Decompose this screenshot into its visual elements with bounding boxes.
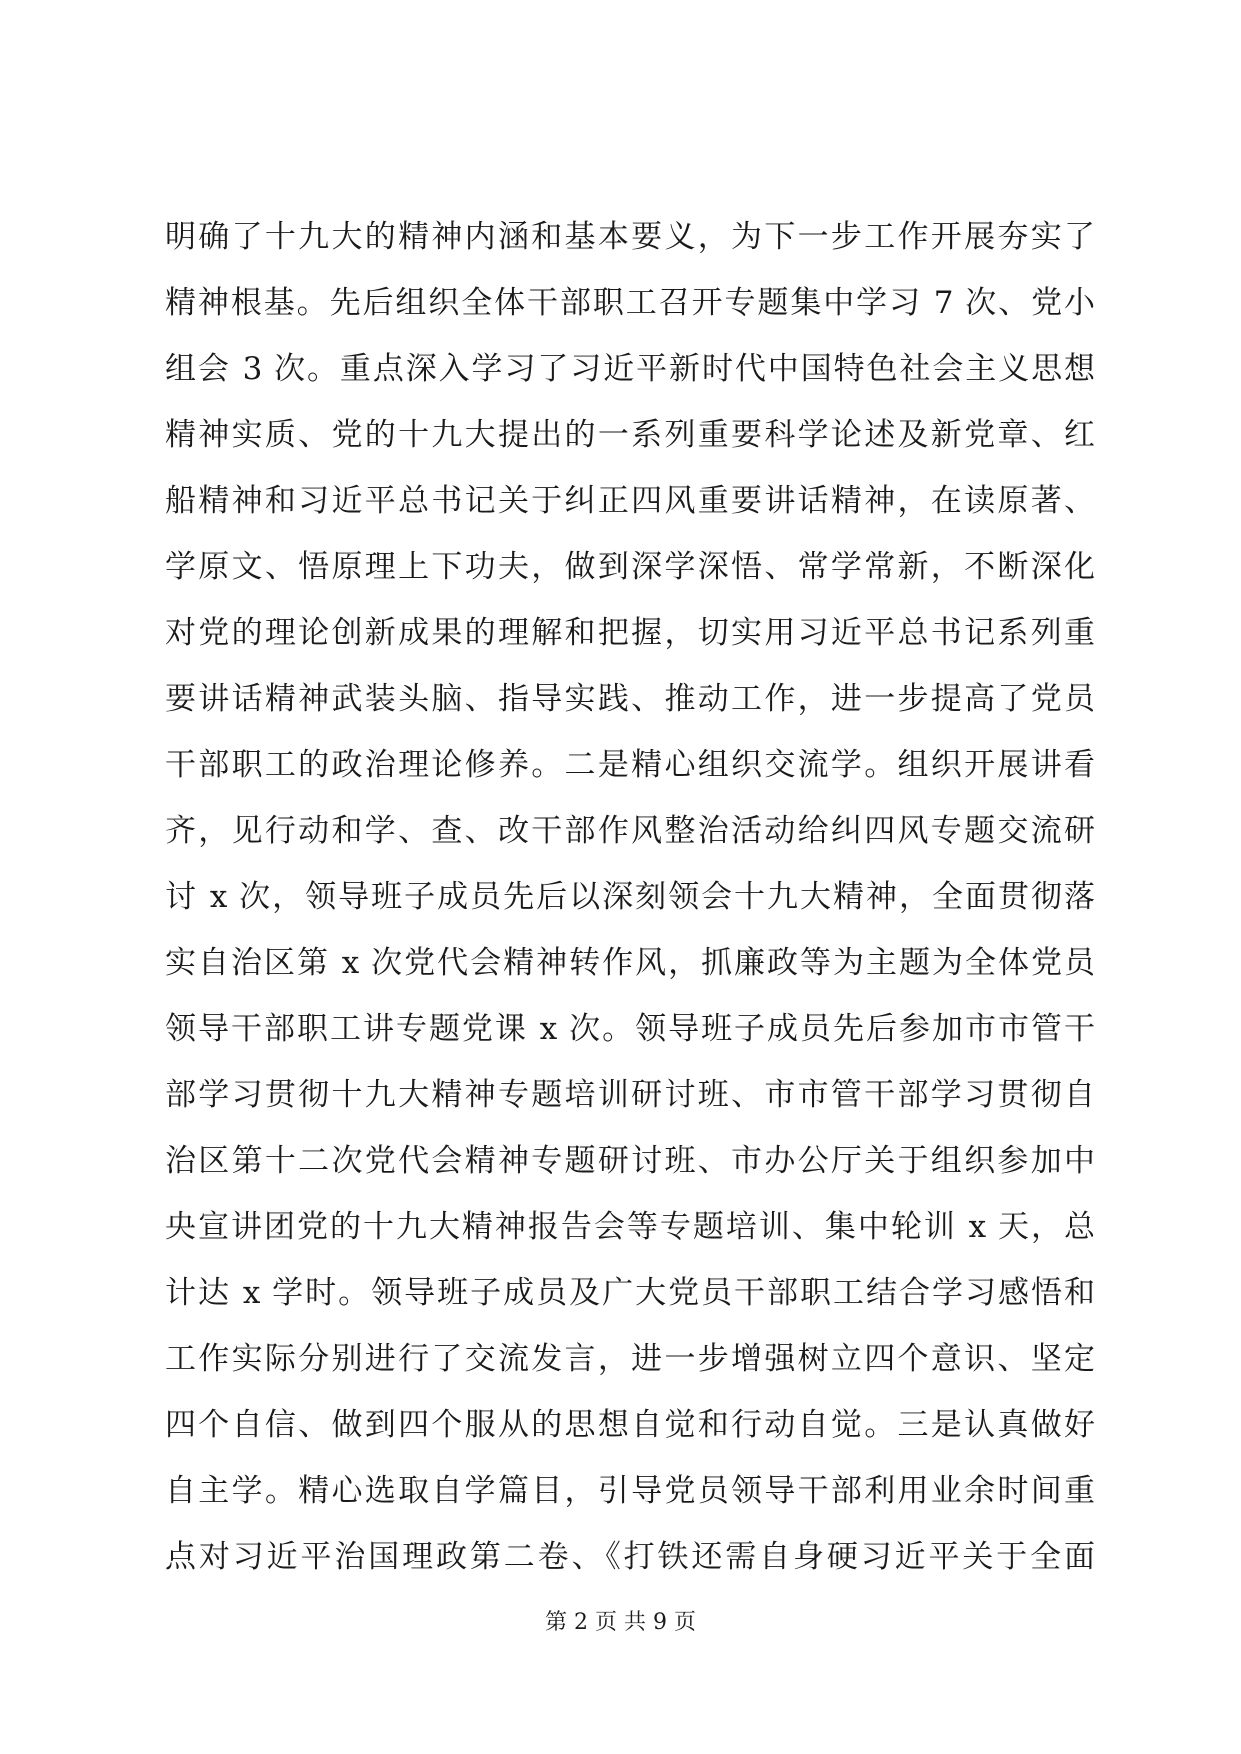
text-line: 精神实质、党的十九大提出的一系列重要科学论述及新党章、红: [165, 417, 1095, 453]
text-line: 实自治区第 x 次党代会精神转作风，抓廉政等为主题为全体党员: [165, 945, 1095, 981]
text-line: 点对习近平治国理政第二卷、《打铁还需自身硬习近平关于全面: [165, 1539, 1095, 1575]
text-line: 精神根基。先后组织全体干部职工召开专题集中学习 7 次、党小: [165, 285, 1095, 321]
text-line: 船精神和习近平总书记关于纠正四风重要讲话精神，在读原著、: [165, 483, 1095, 519]
text-line: 工作实际分别进行了交流发言，进一步增强树立四个意识、坚定: [165, 1341, 1095, 1377]
text-line: 组会 3 次。重点深入学习了习近平新时代中国特色社会主义思想: [165, 351, 1095, 387]
body-paragraph: [165, 204, 1095, 1590]
text-line: 明确了十九大的精神内涵和基本要义，为下一步工作开展夯实了: [165, 219, 1095, 255]
text-line: 齐，见行动和学、查、改干部作风整治活动给纠四风专题交流研: [165, 813, 1095, 849]
text-line: 干部职工的政治理论修养。二是精心组织交流学。组织开展讲看: [165, 747, 1095, 783]
text-line: 四个自信、做到四个服从的思想自觉和行动自觉。三是认真做好: [165, 1407, 1095, 1443]
text-line: 要讲话精神武装头脑、指导实践、推动工作，进一步提高了党员: [165, 681, 1095, 717]
text-line: 治区第十二次党代会精神专题研讨班、市办公厅关于组织参加中: [165, 1143, 1095, 1179]
text-line: 讨 x 次，领导班子成员先后以深刻领会十九大精神，全面贯彻落: [165, 879, 1095, 915]
text-line: 自主学。精心选取自学篇目，引导党员领导干部利用业余时间重: [165, 1473, 1095, 1509]
text-line: 领导干部职工讲专题党课 x 次。领导班子成员先后参加市市管干: [165, 1011, 1095, 1047]
text-line: 学原文、悟原理上下功夫，做到深学深悟、常学常新，不断深化: [165, 549, 1095, 585]
text-line: 央宣讲团党的十九大精神报告会等专题培训、集中轮训 x 天，总: [165, 1209, 1095, 1245]
text-line: 对党的理论创新成果的理解和把握，切实用习近平总书记系列重: [165, 615, 1095, 651]
text-line: 计达 x 学时。领导班子成员及广大党员干部职工结合学习感悟和: [165, 1275, 1095, 1311]
page-number-footer: 第 2 页 共 9 页: [545, 1610, 696, 1635]
text-line: 部学习贯彻十九大精神专题培训研讨班、市市管干部学习贯彻自: [165, 1077, 1095, 1113]
